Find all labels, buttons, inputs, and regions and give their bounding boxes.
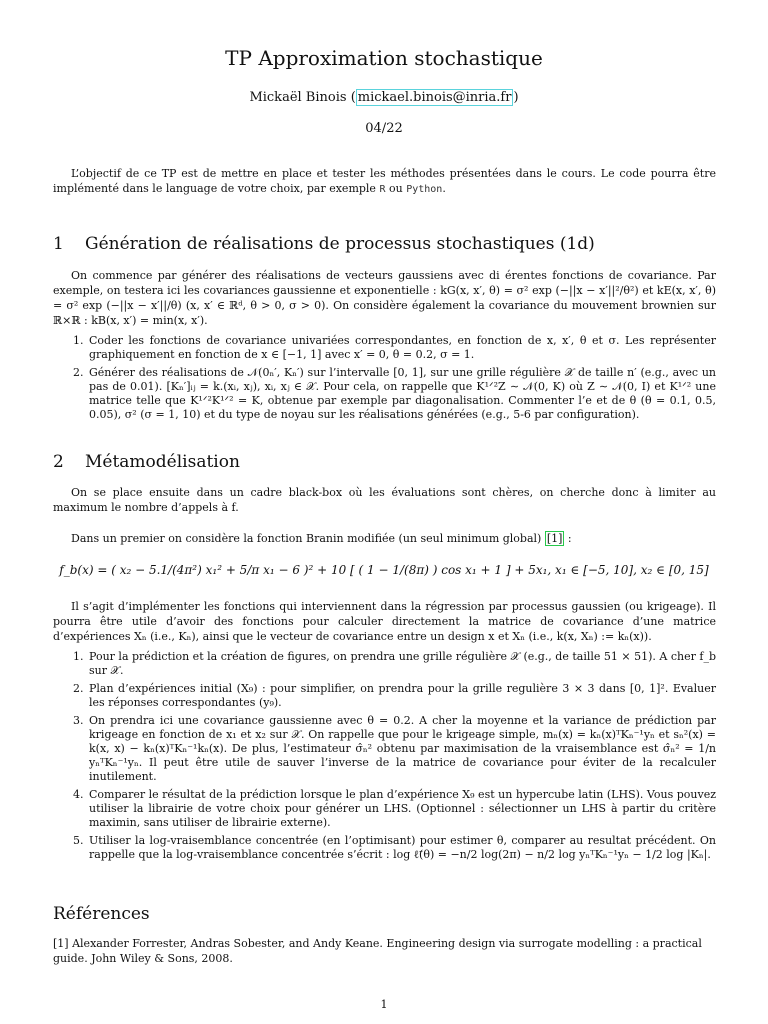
list-item-number: 1.	[73, 650, 84, 663]
list-item-text: Comparer le résultat de la prédiction lorsque le plan d’expérience X₉ est un hypercube latin (LHS). Vous pouvez utiliser la librairie de votre choix pour générer un LHS. (Optionnel : sélectionner un LHS à partir du critère maximin, sans utiliser de librairie externe).	[89, 788, 716, 829]
reference-number: [1]	[53, 937, 69, 950]
code-r: R	[379, 184, 386, 195]
section-1-number: 1	[53, 234, 64, 254]
references-heading: Références	[53, 904, 150, 924]
intro-text: L’objectif de ce TP est de mettre en place et tester les méthodes présentées dans le cours. Le code pourra être implémenté dans le language de votre choix, par exemple	[53, 167, 716, 195]
list-item-text: Pour la prédiction et la création de figures, on prendra une grille régulière 𝒳 (e.g., de taille 51 × 51). A cher f_b sur 𝒳.	[89, 650, 716, 677]
author-email-link[interactable]: mickael.binois@inria.fr	[357, 90, 512, 105]
document-date: 04/22	[365, 121, 403, 136]
list-item	[53, 682, 716, 710]
section-2-paragraph-3: Il s’agit d’implémenter les fonctions qui interviennent dans la régression par processus gaussien (ou krigeage). Il pourra être utile d’avoir des fonctions pour calculer directement la matrice de covariance d’une matrice d’expériences Xₙ (i.e., Kₙ), ainsi que le vecteur de covariance entre un design x et Xₙ (i.e., k(x, Xₙ) := kₙ(x)).	[53, 600, 716, 643]
list-item-number: 1.	[73, 334, 84, 347]
list-item-number: 3.	[73, 714, 84, 727]
intro-end: .	[442, 182, 446, 195]
reference-text: Alexander Forrester, Andras Sobester, and Andy Keane. Engineering design via surrogate modelling : a practical guide. John Wiley & Sons, 2008.	[53, 937, 702, 965]
list-item	[53, 334, 716, 362]
section-1-heading	[53, 234, 595, 254]
section-1-title: Génération de réalisations de processus stochastiques (1d)	[85, 234, 595, 254]
section-2-list	[53, 650, 716, 866]
list-item	[53, 834, 716, 862]
code-python: Python	[406, 184, 443, 195]
document-title: TP Approximation stochastique	[225, 46, 543, 70]
list-item	[53, 714, 716, 784]
reference-item	[53, 936, 716, 966]
section-1-list	[53, 334, 716, 426]
section-2-heading	[53, 452, 240, 472]
page-number: 1	[380, 998, 388, 1011]
list-item-text: Générer des réalisations de 𝒩(0ₙ′, Kₙ′) sur l’intervalle [0, 1], sur une grille régulière 𝒳 de taille n′ (e.g., avec un pas de 0.01). [Kₙ′]ᵢⱼ = k.(xᵢ, xⱼ), xᵢ, xⱼ ∈ 𝒳. Pour cela, on rappelle que K¹ᐟ²Z ∼ 𝒩(0, K) où Z ∼ 𝒩(0, I) et K¹ᐟ² une matrice telle que K¹ᐟ²K¹ᐟ² = K, obtenue par exemple par diagonalisation. Commenter l’e et de θ (θ = 0.1, 0.5, 0.05), σ² (σ = 1, 10) et du type de noyau sur les réalisations générées (e.g., 5-6 par configuration).	[89, 366, 716, 421]
list-item-text: On prendra ici une covariance gaussienne avec θ = 0.2. A cher la moyenne et la variance de prédiction par krigeage en fonction de x₁ et x₂ sur 𝒳. On rappelle que pour le krigeage simple, mₙ(x) = kₙ(x)ᵀKₙ⁻¹yₙ et sₙ²(x) = k(x, x) − kₙ(x)ᵀKₙ⁻¹kₙ(x). De plus, l’estimateur σ̂ₙ² obtenu par maximisation de la vraisemblance est σ̂ₙ² = 1/n yₙᵀKₙ⁻¹yₙ. Il peut être utile de sauver l’inverse de la matrice de covariance pour éviter de la recalculer inutilement.	[89, 714, 716, 783]
branin-formula: f_b(x) = ( x₂ − 5.1/(4π²) x₁² + 5/π x₁ − 6 )² + 10 [ ( 1 − 1/(8π) ) cos x₁ + 1 ] + 5x₁, x₁ ∈ [−5, 10], x₂ ∈ [0, 15]	[59, 563, 709, 577]
author-line	[0, 90, 768, 105]
section-1-paragraph: On commence par générer des réalisations de vecteurs gaussiens avec di érentes fonctions de covariance. Par exemple, on testera ici les covariances gaussienne et exponentielle : kG(x, x′, θ) = σ² exp (−||x − x′||²/θ²) et kE(x, x′, θ) = σ² exp (−||x − x′||/θ) (x, x′ ∈ ℝᵈ, θ > 0, σ > 0). On considère également la covariance du mouvement brownien sur ℝ×ℝ : kB(x, x′) = min(x, x′).	[53, 269, 716, 327]
section-2-paragraph-2	[53, 531, 716, 546]
list-item-number: 5.	[73, 834, 84, 847]
list-item-text: Utiliser la log-vraisemblance concentrée (en l’optimisant) pour estimer θ, comparer au resultat précédent. On rappelle que la log-vraisemblance concentrée s’écrit : log ℓ̃(θ) = −n/2 log(2π) − n/2 log yₙᵀKₙ⁻¹yₙ − 1/2 log |Kₙ|.	[89, 834, 716, 861]
citation-link[interactable]: [1]	[546, 532, 563, 545]
list-item	[53, 366, 716, 422]
list-item	[53, 650, 716, 678]
list-item	[53, 788, 716, 830]
author-email-close: )	[513, 90, 519, 105]
intro-paragraph	[53, 166, 716, 197]
author-name: Mickaël Binois	[249, 90, 347, 105]
section-2-paragraph-1: On se place ensuite dans un cadre black-box où les évaluations sont chères, on cherche donc à limiter au maximum le nombre d’appels à f.	[53, 486, 716, 514]
section-2-number: 2	[53, 452, 64, 472]
list-item-number: 4.	[73, 788, 84, 801]
list-item-text: Plan d’expériences initial (X₉) : pour simplifier, on prendra pour la grille regulière 3 × 3 dans [0, 1]². Evaluer les réponses correspondantes (y₉).	[89, 682, 716, 709]
branin-intro-end: :	[564, 532, 572, 545]
section-2-title: Métamodélisation	[85, 452, 240, 472]
intro-or: ou	[385, 182, 407, 195]
list-item-number: 2.	[73, 366, 84, 379]
author-email-open: (	[350, 90, 356, 105]
branin-intro: Dans un premier on considère la fonction Branin modifiée (un seul minimum global)	[71, 532, 545, 545]
list-item-text: Coder les fonctions de covariance univariées correspondantes, en fonction de x, x′, θ et σ. Les représenter graphiquement en fonction de x ∈ [−1, 1] avec x′ = 0, θ = 0.2, σ = 1.	[89, 334, 716, 361]
list-item-number: 2.	[73, 682, 84, 695]
